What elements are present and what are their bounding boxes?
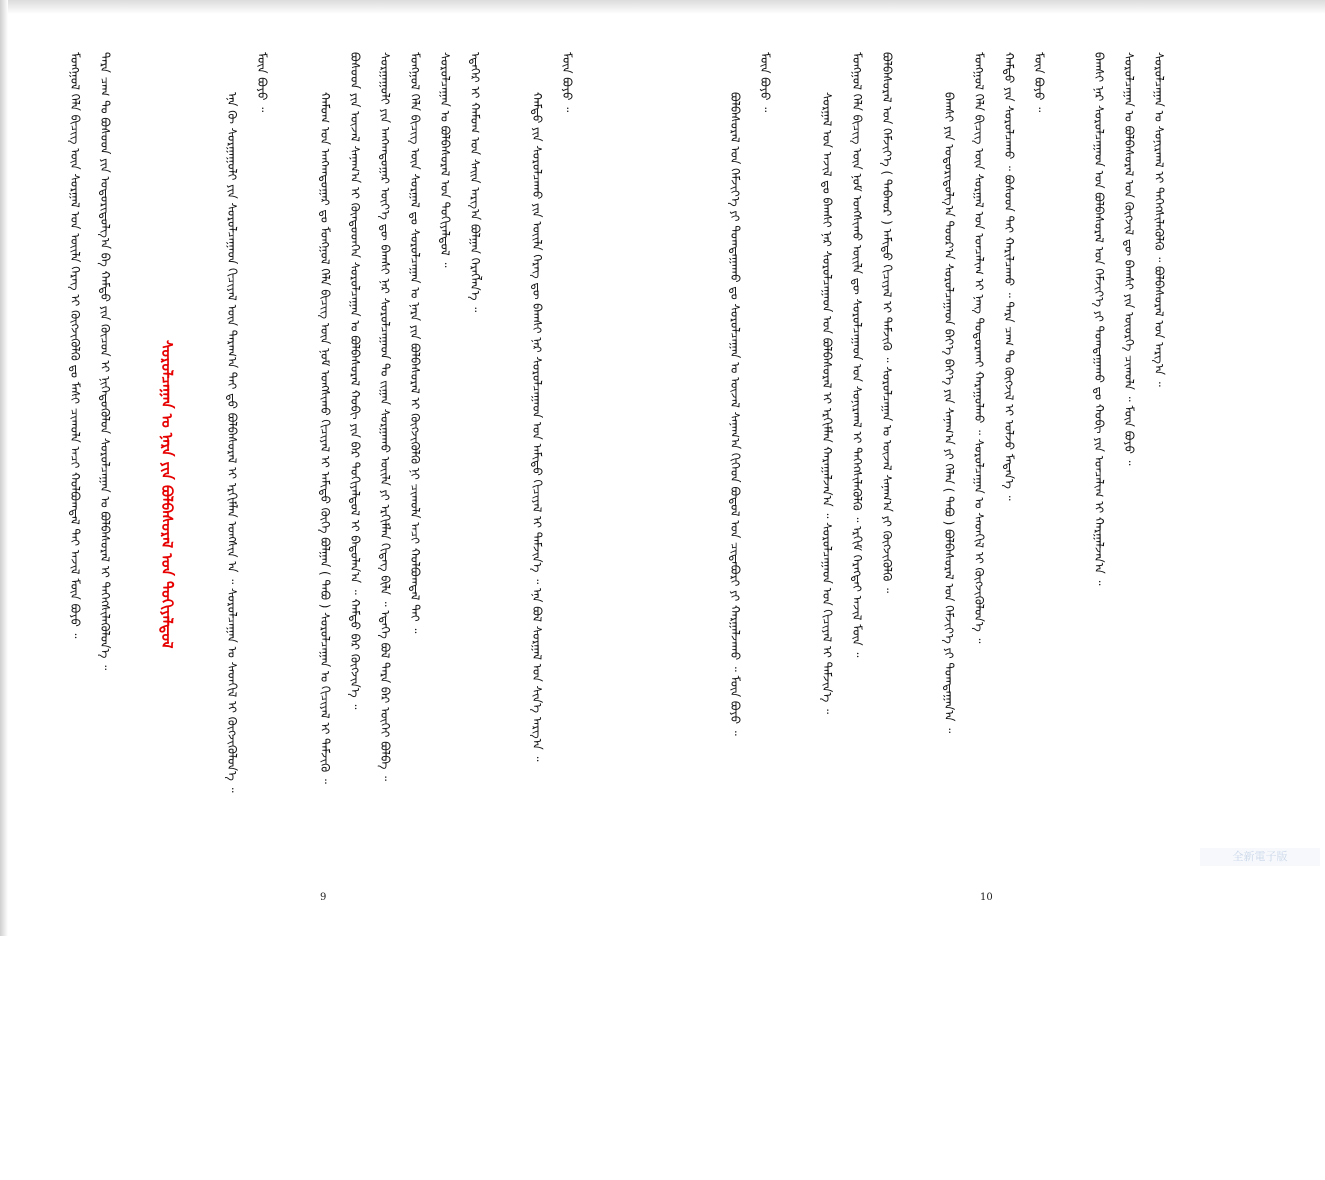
text-line: ᠬᠠᠮᠲᠤ ᠶᠢᠨ ᠰᠤᠷᠤᠯᠴᠠᠬᠤ ᠃ ᠪᠤᠰᠤᠳ ᠲᠠᠢ ᠬᠠᠷᠢᠯᠴᠠᠬᠤ ᠃ ᠲᠡᠷᠡ ᠴᠠᠭ ᠲᠤ ᠬᠥᠭᠵᠢᠯ ᠢ ᠣᠯᠵᠤ ᠮᠡᠳᠡᠨ᠎ᠡ ᠃ [1002, 52, 1016, 501]
text-line: ᠰᠤᠷᠤᠯᠴᠠᠭᠠᠨ ᠤ ᠰᠤᠨᠢᠷᠬᠠᠯ ᠢ ᠳᠡᠭᠡᠭᠰᠢᠯᠡᠭᠦᠯᠬᠦ ᠃ ᠪᠣᠯᠪᠠᠰᠤᠷᠠᠯ ᠤᠨ ᠠᠷᠭ᠎ᠠ ᠃ [1152, 52, 1166, 387]
text-line: ᠮᠣᠩᠭᠣᠯ ᠬᠡᠯᠡ ᠪᠢᠴᠢᠭ ᠦᠨ ᠰᠤᠷᠭᠠᠯ ᠳᠤ ᠰᠤᠷᠤᠯᠴᠠᠭᠠᠨ ᠤ ᠨᠡᠷᠡ ᠶᠢᠨ ᠪᠣᠯᠪᠠᠰᠤᠷᠠᠯ ᠢ ᠬᠥᠭᠵᠢᠭᠦᠯᠬᠦ ᠨᠢ ᠴᠢᠬᠤᠯᠠ ᠠᠴᠢ ᠬᠣᠯᠪᠣᠭᠳᠠᠯ ᠲᠠᠢ ᠃ [408, 52, 422, 634]
text-line: ᠲᠡᠷᠡ ᠴᠠᠭ ᠲᠤ ᠪᠤᠰᠤᠳ ᠶᠢᠨ ᠤᠳᠤᠷᠢᠳᠤᠯᠭ᠎ᠠ ᠪᠠ ᠬᠠᠮᠲᠤ ᠶᠢᠨ ᠬᠦᠴᠦᠨ ᠢ ᠨᠢᠭᠡᠳᠦᠭᠦᠯᠦᠨ ᠰᠤᠷᠤᠯᠴᠠᠭᠠᠨ ᠤ ᠪᠣᠯᠪᠠᠰᠤᠷᠠᠯ ᠢ ᠳᠡᠭᠡᠭᠰᠢᠯᠡᠭᠦᠯᠦᠨ᠎ᠡ ᠃ [98, 52, 112, 671]
text-line: ᠰᠤᠷᠭᠠᠭᠤᠯᠢ ᠶᠢᠨ ᠠᠩᠬᠠᠳᠤᠭᠠᠷ ᠦᠶ᠎ᠡ ᠳᠦ ᠪᠠᠭᠰᠢ ᠨᠠᠷ ᠰᠤᠷᠤᠯᠴᠠᠭᠠᠳ ᠲᠤ ᠵᠢᠭᠠᠨ ᠰᠤᠷᠭᠠᠬᠤ ᠦᠢᠯᠡ ᠶᠢ ᠡᠷᠬᠢᠮᠯᠡᠨ ᠬᠢᠳᠡᠭ ᠪᠢᠯᠡ ᠃ ᠡᠳᠡᠭᠡ ᠪᠣᠯ ᠲᠡᠷᠡ ᠪᠡᠷ ᠦᠭᠡᠢ ᠪᠣᠯᠪᠠ ᠃ [378, 52, 392, 782]
text-line: ᠮᠣᠩᠭᠣᠯ ᠬᠡᠯᠡ ᠪᠢᠴᠢᠭ ᠦᠨ ᠨᠣᠮ ᠤᠩᠰᠢᠬᠤ ᠦᠢᠯᠡ ᠳᠦ ᠰᠤᠷᠤᠯᠴᠠᠭᠠᠳ ᠤᠨ ᠰᠤᠨᠢᠷᠬᠠᠯ ᠢ ᠳᠡᠭᠡᠭᠰᠢᠯᠡᠭᠦᠯᠬᠦ ᠃ ᠡᠷᠬᠢᠮ ᠬᠡᠷᠡᠭᠲᠡᠢ ᠠᠵᠢᠯ ᠮᠥᠨ ᠃ [850, 52, 864, 658]
text-line: ᠮᠥᠨ ᠪᠤᠶᠤ ᠃ [255, 52, 269, 113]
text-line: ᠰᠤᠷᠭᠠᠯ ᠤᠨ ᠠᠵᠢᠯ ᠳᠤ ᠪᠠᠭᠰᠢ ᠨᠠᠷ ᠰᠤᠷᠤᠯᠴᠠᠭᠠᠳ ᠤᠨ ᠪᠣᠯᠪᠠᠰᠤᠷᠠᠯ ᠢ ᠡᠷᠬᠢᠮᠯᠡᠨ ᠬᠠᠷᠠᠭᠠᠯᠵᠠᠨ᠎ᠠ ᠃ ᠰᠤᠷᠤᠯᠴᠠᠭᠠᠳ ᠤᠨ ᠬᠢᠴᠢᠶᠡᠯ ᠢ ᠳᠡᠮᠵᠢᠨ᠎ᠡ ᠃ [820, 92, 834, 714]
text-line: ᠪᠣᠯᠪᠠᠰᠤᠷᠠᠯ ᠤᠨ ᠬᠡᠮᠵᠢᠶ᠎ᠡ ᠶᠢ ᠲᠣᠭᠲᠠᠭᠠᠬᠤ ᠳᠤ ᠰᠤᠷᠤᠯᠴᠠᠭᠠᠨ ᠤ ᠦᠵᠡᠯ ᠰᠠᠨᠠᠭ᠎ᠠ ᠬᠢᠭᠡᠳ ᠪᠣᠳᠤᠯ ᠤᠨ ᠴᠢᠳᠠᠪᠤᠷᠢ ᠶᠢ ᠬᠠᠷᠭᠠᠯᠵᠠᠬᠤ ᠃ ᠮᠥᠨ ᠪᠤᠶᠤ ᠃ [728, 92, 742, 736]
text-line: ᠮᠥᠨ ᠪᠤᠶᠤ ᠃ [758, 52, 772, 113]
text-line: ᠪᠠᠭᠰᠢ ᠶᠢᠨ ᠤᠳᠤᠷᠢᠳᠤᠯᠭ᠎ᠠ ᠳᠣᠣᠷ᠎ᠠ ᠰᠤᠷᠤᠯᠴᠠᠭᠠᠳ ᠪᠡᠶ᠎ᠡ ᠪᠡᠶ᠎ᠡ ᠶᠢᠨ ᠰᠠᠨᠠᠭ᠎ᠠ ᠶᠢ ᠬᠡᠯᠡᠨ ( ᠲᠠᠪᠤ ) ᠪᠣᠯᠪᠠᠰᠤᠷᠠᠯ ᠤᠨ ᠬᠡᠮᠵᠢᠶ᠎ᠡ ᠶᠢ ᠲᠣᠭᠲᠠᠭᠠᠨ᠎ᠠ ᠃ [942, 92, 956, 734]
chapter-heading: ᠰᠤᠷᠤᠯᠴᠠᠭᠠᠨ ᠤ ᠨᠡᠷᠡ ᠶᠢᠨ ᠪᠣᠯᠪᠠᠰᠤᠷᠠᠯ ᠤᠨ ᠲᠣᠬᠢᠶᠠᠯᠳᠤᠯ [158, 340, 176, 649]
text-line: ᠮᠥᠨ ᠪᠤᠶᠤ ᠃ [560, 52, 574, 113]
text-line: ᠪᠤᠰᠤᠳ ᠶᠢᠨ ᠦᠵᠡᠯ ᠰᠠᠨᠠᠭ᠎ᠠ ᠢ ᠬᠦᠨᠳᠦᠳᠬᠡᠨ ᠰᠤᠷᠤᠯᠴᠠᠭᠠᠨ ᠤ ᠪᠣᠯᠪᠠᠰᠤᠷᠠᠯ ᠬᠤᠪᠢ ᠶᠢᠨ ᠪᠠᠷ ᠲᠣᠬᠢᠶᠠᠯᠳᠤᠯ ᠢ ᠪᠠᠲᠤᠯᠠᠨ᠎ᠠ ᠃ ᠬᠠᠮᠲᠤ ᠪᠠᠷ ᠬᠥᠭᠵᠢᠨ᠎ᠡ ᠃ [348, 52, 362, 710]
watermark: 全新電子版 [1200, 848, 1320, 866]
text-line: ᠮᠣᠩᠭᠣᠯ ᠬᠡᠯᠡ ᠪᠢᠴᠢᠭ ᠦᠨ ᠰᠤᠷᠭᠠᠯ ᠤᠨ ᠣᠨᠴᠠᠯᠢᠭ ᠢ ᠨᠡᠩ ᠲᠣᠳᠣᠷᠬᠠᠢ ᠬᠠᠷᠠᠭᠤᠯᠬᠤ ᠃ ᠰᠤᠷᠤᠯᠴᠠᠭᠠᠨ ᠤ ᠰᠡᠳᠬᠢᠯ ᠢ ᠬᠥᠭᠵᠢᠭᠦᠯᠦᠨ᠎ᠡ ᠃ [972, 52, 986, 644]
text-line: ᠮᠣᠩᠭᠣᠯ ᠬᠡᠯᠡ ᠪᠢᠴᠢᠭ ᠦᠨ ᠰᠤᠷᠭᠠᠯ ᠤᠨ ᠦᠢᠯᠡ ᠬᠡᠷᠡᠭ ᠢ ᠬᠥᠭᠵᠢᠭᠦᠯᠬᠦ ᠳᠤ ᠮᠠᠰᠢ ᠴᠢᠬᠤᠯᠠ ᠠᠴᠢ ᠬᠣᠯᠪᠣᠭᠳᠠᠯ ᠲᠠᠢ ᠠᠵᠢᠯ ᠮᠥᠨ ᠪᠤᠶᠤ ᠃ [68, 52, 82, 639]
page-number: 10 [980, 892, 993, 903]
text-line: ᠪᠣᠯᠪᠠᠰᠤᠷᠠᠯ ᠤᠨ ᠬᠡᠮᠵᠢᠶ᠎ᠡ ( ᠳᠠᠪᠬᠤᠷ ) ᠠᠮᠢᠳᠤ ᠬᠢᠴᠢᠶᠡᠯ ᠢ ᠳᠡᠮᠵᠢᠬᠦ ᠃ ᠰᠤᠷᠤᠯᠴᠠᠭᠠᠨ ᠤ ᠦᠵᠡᠯ ᠰᠠᠨᠠᠭ᠎ᠠ ᠶᠢ ᠬᠥᠭᠵᠢᠭᠦᠯᠬᠦ ᠃ [880, 52, 894, 594]
text-line: ᠡᠳᠡᠭᠡᠷ ᠢ ᠬᠠᠮᠤᠭ ᠤᠨ ᠰᠠᠢᠨ ᠠᠷᠭ᠎ᠠ ᠪᠣᠯᠭᠠᠨ ᠬᠡᠷᠡᠭᠯᠡᠨ᠎ᠡ ᠃ [468, 52, 482, 313]
text-line: ᠰᠤᠷᠤᠯᠴᠠᠭᠠᠨ ᠤ ᠪᠣᠯᠪᠠᠰᠤᠷᠠᠯ ᠤᠨ ᠬᠥᠭᠵᠢᠯ ᠳᠦ ᠪᠠᠭᠰᠢ ᠶᠢᠨ ᠦᠦᠷᠭᠡ ᠴᠢᠬᠤᠯᠠ ᠃ ᠮᠥᠨ ᠪᠤᠶᠤ ᠃ [1122, 52, 1136, 466]
text-line: ᠮᠥᠨ ᠪᠤᠶᠤ ᠃ [1032, 52, 1046, 113]
right-page [680, 40, 1240, 903]
page-number: 9 [320, 892, 327, 903]
text-line: ᠬᠠᠮᠤᠭ ᠤᠨ ᠠᠩᠬᠠᠳᠤᠭᠠᠷ ᠳᠤ ᠮᠣᠩᠭᠣᠯ ᠬᠡᠯᠡ ᠪᠢᠴᠢᠭ ᠦᠨ ᠨᠣᠮ ᠤᠩᠰᠢᠬᠤ ᠬᠢᠴᠢᠶᠡᠯ ᠢ ᠠᠮᠢᠳᠤ ᠬᠥᠬᠡ ᠪᠣᠯᠭᠠᠨ ( ᠲᠠᠪᠤ ) ᠰᠤᠷᠤᠯᠴᠠᠭᠠᠨ ᠤ ᠬᠢᠴᠢᠶᠡᠯ ᠢ ᠳᠡᠮᠵᠢᠬᠦ ᠃ [318, 92, 332, 784]
text-line: ᠰᠤᠷᠤᠯᠴᠠᠭᠠᠨ ᠤ ᠪᠣᠯᠪᠠᠰᠤᠷᠠᠯ ᠤᠨ ᠲᠣᠬᠢᠶᠠᠯᠳᠤᠯ ᠃ [438, 52, 452, 268]
text-line: ᠪᠠᠭᠰᠢ ᠨᠠᠷ ᠰᠤᠷᠤᠯᠴᠠᠭᠠᠳ ᠤᠨ ᠪᠣᠯᠪᠠᠰᠤᠷᠠᠯ ᠤᠨ ᠬᠡᠮᠵᠢᠶ᠎ᠡ ᠶᠢ ᠲᠣᠭᠲᠠᠭᠠᠬᠤ ᠳᠤ ᠬᠤᠪᠢ ᠶᠢᠨ ᠣᠨᠴᠠᠯᠢᠭ ᠢ ᠬᠠᠷᠭᠠᠯᠵᠠᠨ᠎ᠠ ᠃ [1092, 52, 1106, 586]
text-line: ᠡᠨᠡ ᠬᠦ ᠰᠤᠷᠭᠠᠭᠤᠯᠢ ᠶᠢᠨ ᠰᠤᠷᠤᠯᠴᠠᠭᠠᠳ ᠬᠢᠴᠢᠶᠡᠯ ᠦᠨ ᠳᠠᠷᠠᠭ᠎ᠠ ᠲᠡᠢ ᠳ᠋ᠦ ᠪᠣᠯᠪᠠᠰᠤᠷᠠᠯ ᠢ ᠡᠷᠬᠢᠮᠯᠡᠨ ᠤᠩᠰᠢᠨ ᠠ ᠃ ᠰᠤᠷᠤᠯᠴᠠᠭᠠᠨ ᠤ ᠰᠡᠳᠬᠢᠯ ᠢ ᠬᠥᠭᠵᠢᠭᠦᠯᠦᠨ᠎ᠡ ᠃ [225, 92, 239, 793]
text-line: ᠬᠠᠮᠲᠤ ᠶᠢᠨ ᠰᠤᠷᠤᠯᠴᠠᠬᠤ ᠶᠢᠨ ᠦᠢᠯᠡ ᠬᠡᠷᠡᠭ ᠳᠦ ᠪᠠᠭᠰᠢ ᠨᠠᠷ ᠰᠤᠷᠤᠯᠴᠠᠭᠠᠳ ᠤᠨ ᠠᠮᠢᠳᠤ ᠬᠢᠴᠢᠶᠡᠯ ᠢ ᠳᠡᠮᠵᠢᠨ᠎ᠡ ᠃ ᠡᠨᠡ ᠪᠣᠯ ᠰᠤᠷᠭᠠᠯ ᠤᠨ ᠰᠢᠨ᠎ᠡ ᠠᠷᠭ᠎ᠠ ᠃ [530, 92, 544, 762]
left-page [40, 40, 600, 903]
